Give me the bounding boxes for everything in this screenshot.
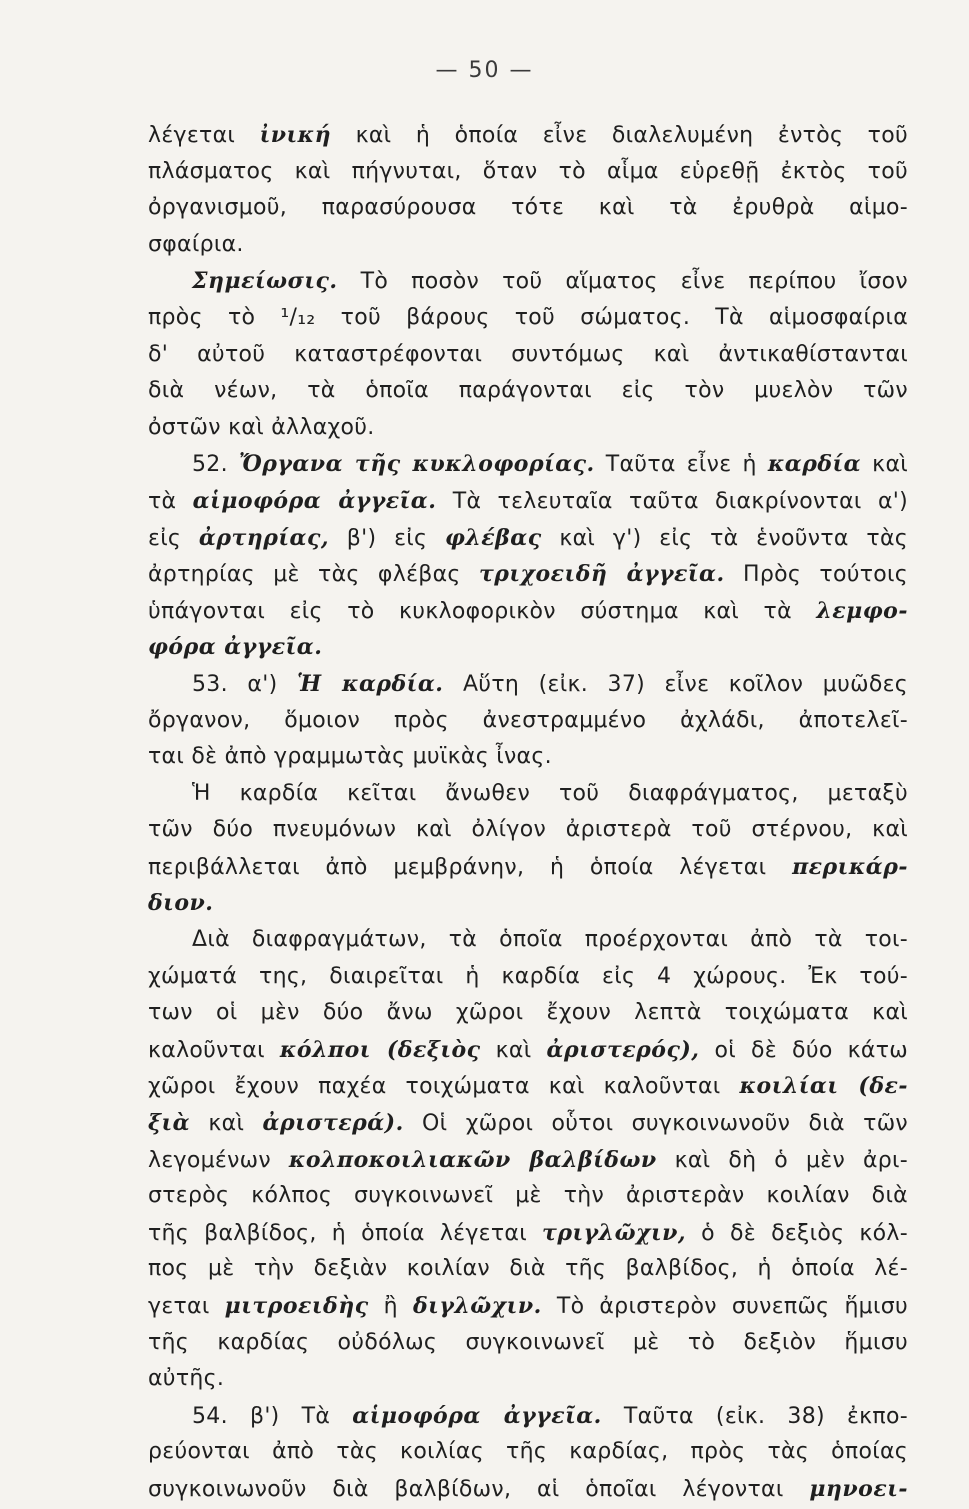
text-line [148, 373, 908, 410]
text-run: Τὰ τελευταῖα ταῦτα διακρίνονται α') [436, 488, 908, 514]
text-run: καὶ ἡ ὁποία εἶνε διαλελυμένη ἐντὸς τοῦ [331, 123, 908, 148]
text-run: καὶ [190, 1111, 263, 1137]
text-line [148, 190, 908, 227]
text-run: Ταῦτα εἶνε ἡ [594, 452, 768, 478]
text-run: συγκοινωνοῦν διὰ βαλβίδων, αἱ ὁποῖαι λέγονται [148, 1476, 810, 1502]
emphasized-term: κόλποι (δεξιὸς [279, 1036, 481, 1063]
text-run: Τὸ ἀριστερὸν συνεπῶς ἥμισυ [541, 1294, 908, 1319]
text-run: ἀρτηρίας μὲ τὰς φλέβας [148, 562, 479, 588]
text-run: καλοῦνται [148, 1037, 280, 1063]
text-run: ὀστῶν καὶ ἀλλαχοῦ. [148, 414, 375, 440]
text-run: ὄργανον, ὅμοιον πρὸς ἀνεστραμμένο ἀχλάδι, ἀποτελεῖ- [148, 707, 908, 733]
text-line [148, 1361, 908, 1398]
text-line [148, 593, 908, 630]
page-number: — 50 — [435, 58, 534, 83]
text-line [148, 410, 908, 447]
text-line [148, 959, 908, 996]
text-run: Πρὸς τούτοις [724, 562, 909, 588]
body-text [148, 117, 908, 1508]
text-line [148, 227, 908, 264]
text-line [148, 666, 908, 703]
text-line [148, 483, 908, 520]
text-run: 52. [192, 452, 239, 478]
text-line [148, 117, 908, 154]
text-run: ται δὲ ἀπὸ γραμμωτὰς μυϊκὰς ἶνας. [148, 744, 552, 770]
text-run: καὶ γ') εἰς τὰ ἑνοῦντα τὰς [541, 525, 908, 551]
emphasized-term: αἱμοφόρα ἀγγεῖα. [192, 487, 437, 514]
text-line [148, 1434, 908, 1471]
emphasized-term: τριγλῶχιν, [542, 1219, 687, 1246]
text-run: καὶ [861, 452, 908, 478]
emphasized-term: διγλῶχιν. [413, 1293, 542, 1319]
emphasized-term: μηνοει- [809, 1475, 908, 1502]
text-run: δ' αὐτοῦ καταστρέφονται συντόμως καὶ ἀντικαθίστανται [148, 341, 908, 367]
text-run: καὶ [480, 1037, 547, 1063]
text-run: ρεύονται ἀπὸ τὰς κοιλίας τῆς καρδίας, πρὸς τὰς ὁποίας [148, 1439, 908, 1465]
text-run: τῶν δύο πνευμόνων καὶ ὀλίγον ἀριστερὰ τοῦ στέρνου, καὶ [148, 817, 908, 843]
text-run: 53. α') [192, 671, 297, 697]
text-run: ὑπάγονται εἰς τὸ κυκλοφορικὸν σύστημα καὶ τὰ [148, 598, 817, 624]
emphasized-term: μιτροειδὴς [224, 1293, 369, 1319]
text-run: τῆς καρδίας οὐδόλως συγκοινωνεῖ μὲ τὸ δεξιὸν ἥμισυ [148, 1329, 908, 1355]
text-line [148, 1398, 908, 1435]
emphasized-term: ἀρτηρίας, [198, 524, 330, 551]
text-run: τῆς βαλβίδος, ἡ ὁποία λέγεται [148, 1220, 543, 1246]
text-run: αὐτῆς. [148, 1366, 225, 1392]
text-line [148, 776, 908, 813]
emphasized-term: κοιλίαι (δε- [739, 1073, 908, 1100]
text-line [148, 629, 908, 666]
text-line [148, 1251, 908, 1288]
text-run: Ἡ καρδία κεῖται ἄνωθεν τοῦ διαφράγματος, μεταξὺ [192, 780, 908, 806]
text-run: καὶ δὴ ὁ μὲν ἀρι- [656, 1147, 909, 1173]
emphasized-term: καρδία [767, 451, 862, 478]
text-line [148, 812, 908, 849]
text-line [148, 739, 908, 776]
emphasized-term: λεμφο- [816, 597, 908, 624]
text-line [148, 337, 908, 374]
text-run: λεγομένων [148, 1147, 289, 1173]
emphasized-term: διον. [148, 890, 214, 917]
text-run: στερὸς κόλπος συγκοινωνεῖ μὲ τὴν ἀριστερὰν κοιλίαν διὰ [148, 1183, 908, 1209]
emphasized-term: Ἡ καρδία. [296, 670, 444, 697]
text-run: β') εἰς [329, 525, 445, 551]
emphasized-term: φόρα ἀγγεῖα. [148, 634, 323, 661]
text-line [148, 263, 908, 300]
emphasized-term: φλέβας [444, 524, 542, 551]
text-line [148, 1325, 908, 1362]
text-run: οἱ δὲ δύο κάτω [699, 1037, 909, 1063]
text-run: χῶροι ἔχουν παχέα τοιχώματα καὶ καλοῦνται [148, 1074, 740, 1100]
text-line [148, 1068, 908, 1105]
text-run: Οἱ χῶροι οὗτοι συγκοινωνοῦν διὰ τῶν [403, 1111, 909, 1137]
text-line [148, 556, 908, 593]
text-run: πος μὲ τὴν δεξιὰν κοιλίαν διὰ τῆς βαλβίδος, ἡ ὁποία λέ- [148, 1256, 908, 1282]
text-run: περιβάλλεται ἀπὸ μεμβράνην, ἡ ὁποία λέγεται [148, 854, 793, 880]
text-run: ἢ [368, 1294, 413, 1319]
text-line [148, 1105, 908, 1142]
text-line [148, 446, 908, 483]
text-line [148, 154, 908, 191]
text-run: 54. β') Τὰ [192, 1403, 353, 1429]
text-run: Τὸ ποσὸν τοῦ αἵματος εἶνε περίπου ἴσον [337, 269, 908, 295]
text-line [148, 1471, 908, 1508]
text-run: λέγεται [148, 123, 260, 148]
text-line [148, 885, 908, 922]
emphasized-term: ἀριστερός), [546, 1036, 700, 1063]
text-line [148, 1288, 908, 1325]
text-line [148, 520, 908, 557]
text-run: Διὰ διαφραγμάτων, τὰ ὁποῖα προέρχονται ἀπὸ τὰ τοι- [192, 927, 908, 953]
text-run: των οἱ μὲν δύο ἄνω χῶροι ἔχουν λεπτὰ τοιχώματα καὶ [148, 1000, 908, 1026]
text-line [148, 922, 908, 959]
text-line [148, 1142, 908, 1179]
emphasized-term: κολποκοιλιακῶν βαλβίδων [288, 1146, 657, 1173]
text-run: σφαίρια. [148, 231, 244, 257]
emphasized-term: περικάρ- [792, 853, 908, 880]
text-run: Αὕτη (εἰκ. 37) εἶνε κοῖλον μυῶδες [443, 671, 908, 697]
text-run: χώματά της, διαιρεῖται ἡ καρδία εἰς 4 χώρους. Ἐκ τού- [148, 963, 908, 989]
emphasized-term: τριχοειδῆ ἀγγεῖα. [478, 561, 725, 588]
emphasized-term: αἱμοφόρα ἀγγεῖα. [352, 1402, 602, 1429]
text-line [148, 1215, 908, 1252]
text-run: ὀργανισμοῦ, παρασύρουσα τότε καὶ τὰ ἐρυθρὰ αἱμο- [148, 195, 908, 221]
emphasized-term: ἀριστερά). [262, 1110, 404, 1137]
text-line [148, 849, 908, 886]
text-run: πρὸς τὸ ¹/₁₂ τοῦ βάρους τοῦ σώματος. Τὰ αἱμοσφαίρια [148, 304, 908, 330]
text-line [148, 703, 908, 740]
emphasized-term: ξιὰ [148, 1110, 191, 1137]
emphasized-term: Σημείωσις. [192, 268, 338, 295]
text-line [148, 300, 908, 337]
text-line [148, 1032, 908, 1069]
text-run: διὰ νέων, τὰ ὁποῖα παράγονται εἰς τὸν μυελὸν τῶν [148, 378, 908, 404]
text-run: ὁ δὲ δεξιὸς κόλ- [686, 1220, 908, 1246]
text-line [148, 1178, 908, 1215]
emphasized-term: ἰνική [259, 122, 332, 148]
text-run: Ταῦτα (εἰκ. 38) ἐκπο- [601, 1403, 908, 1429]
text-run: πλάσματος καὶ πήγνυται, ὅταν τὸ αἷμα εὑρεθῇ ἐκτὸς τοῦ [148, 158, 908, 184]
emphasized-term: Ὄργανα τῆς κυκλοφορίας. [238, 451, 595, 478]
text-line [148, 995, 908, 1032]
text-run: γεται [148, 1294, 225, 1319]
text-run: τὰ [148, 488, 193, 514]
text-run: εἰς [148, 525, 199, 551]
